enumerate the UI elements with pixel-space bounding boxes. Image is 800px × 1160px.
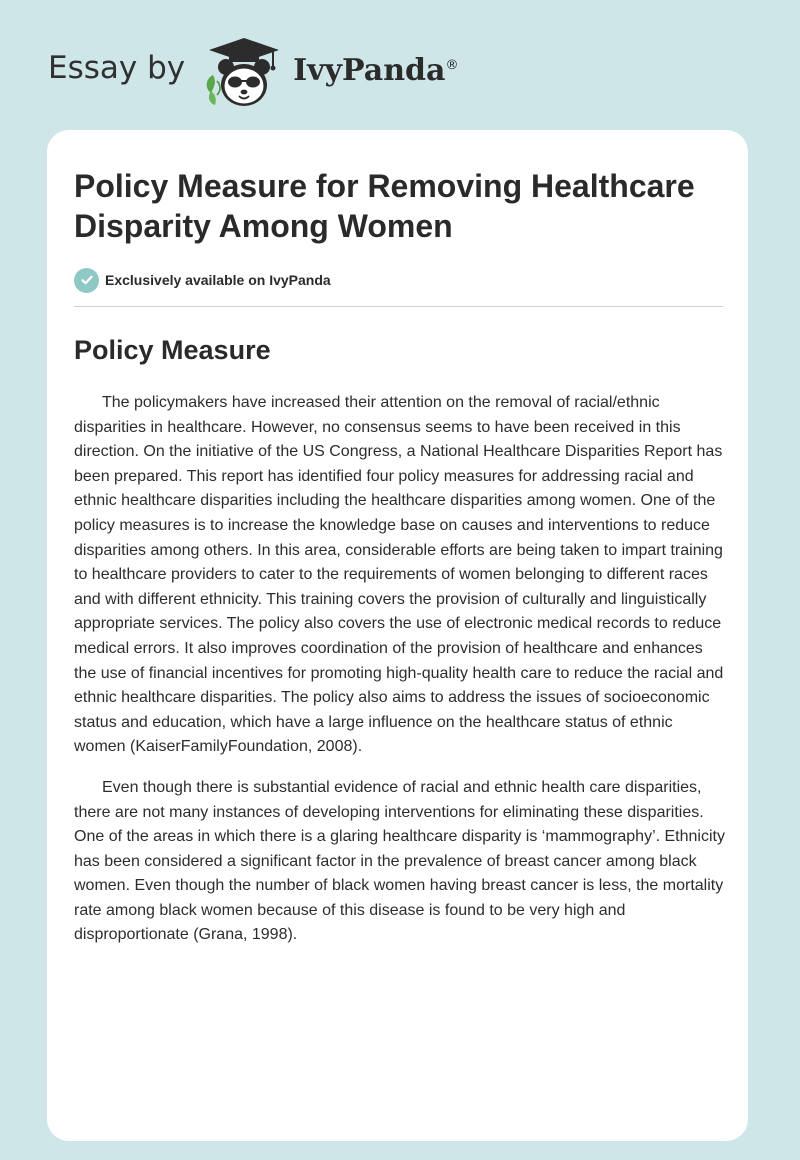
site-header [48,32,458,112]
panda-graduate-logo-icon [199,35,289,113]
section-heading: Policy Measure [74,335,271,365]
essay-by-label: Essay by [48,50,186,86]
paragraph: The policymakers have increased their attention on the removal of racial/ethnic disparities in healthcare. However, no consensus seems to have been received in this direction. On the initiative of the US Congress, a National Healthcare Disparities Report has been prepared. This report has identified four policy measures for addressing racial and ethnic healthcare disparities including the healthcare disparities among women. One of the policy measures is to increase the knowledge base on causes and interventions to reduce disparities among others. In this area, considerable efforts are being taken to impart training to healthcare providers to cater to the requirements of women belonging to different races and with different ethnicity. This training covers the provision of culturally and linguistically appropriate services. The policy also covers the use of electronic medical records to reduce medical errors. It also improves coordination of the provision of healthcare and enhances the use of financial incentives for promoting high-quality health care to reduce the racial and ethnic healthcare disparities. The policy also aims to address the issues of socioeconomic status and education, which have a large influence on the healthcare status of ethnic women (KaiserFamilyFoundation, 2008). [74,394,724,756]
registered-mark: ® [445,57,459,73]
brand-text: IvyPanda [293,52,446,88]
exclusive-badge [74,267,722,293]
exclusive-label: Exclusively available on IvyPanda [105,272,331,288]
paragraph: Even though there is substantial evidence of racial and ethnic health care disparities, there are not many instances of developing interventions for eliminating these disparities. One of the areas in which there is a glaring healthcare disparity is ‘mammography’. Ethnicity has been considered a significant factor in the prevalence of breast cancer among black women. Even though the number of black women having breast cancer is less, the mortality rate among black women because of this disease is found to be very high and disproportionate (Grana, 1998). [74,778,725,944]
brand-name[interactable] [293,53,458,88]
ivy-leaf-icon [207,75,220,105]
check-circle-icon [74,268,99,293]
divider [74,306,723,307]
page-title: Policy Measure for Removing Healthcare Disparity Among Women [74,168,695,244]
essay-card [47,130,748,1141]
